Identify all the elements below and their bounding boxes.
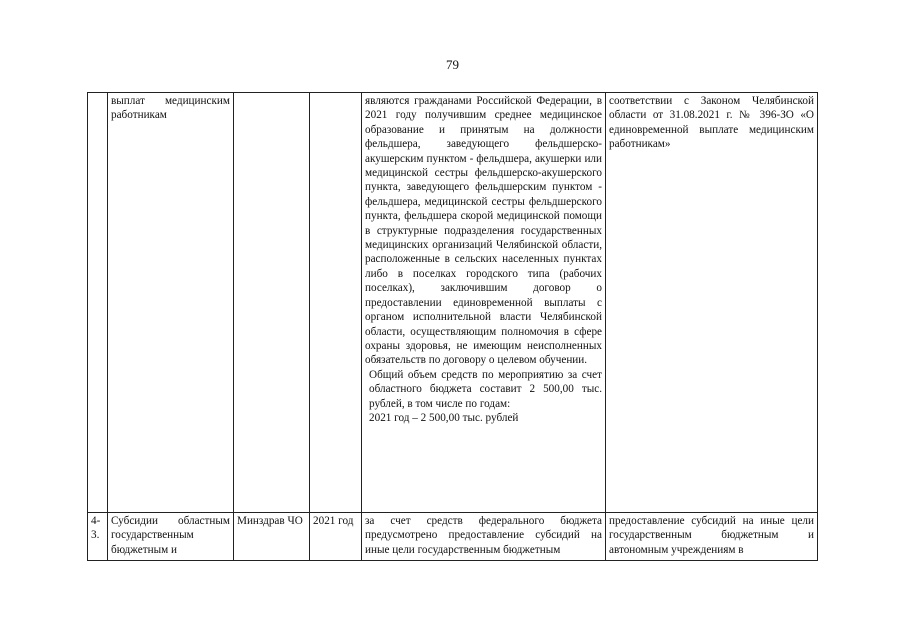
- measure-name-cell: Субсидии областным государственным бюджетным и: [108, 513, 234, 561]
- funding-text: Общий объем средств по мероприятию за счет областного бюджета составит 2 500,00 тыс. рублей, в том числе по годам:: [369, 368, 602, 410]
- description-cell: за счет средств федерального бюджета предусмотрено предоставление субсидий на иные цели государственным бюджетным: [362, 513, 606, 561]
- funding-year-text: 2021 год – 2 500,00 тыс. рублей: [369, 411, 519, 424]
- executor-cell: [234, 93, 310, 513]
- page-number: 79: [446, 57, 459, 72]
- row-number-cell: 4-3.: [88, 513, 108, 561]
- result-cell: соответствии с Законом Челябинской области от 31.08.2021 г. № 396-ЗО «О единовременной выплате медицинским работникам»: [606, 93, 818, 513]
- measures-table: [87, 92, 818, 561]
- executor-cell: Минздрав ЧО: [234, 513, 310, 561]
- year-cell: 2021 год: [310, 513, 362, 561]
- year-cell: [310, 93, 362, 513]
- measure-name-cell: выплат медицинским работникам: [108, 93, 234, 513]
- row-number-cell: [88, 93, 108, 513]
- description-cell: [362, 93, 606, 513]
- result-cell: предоставление субсидий на иные цели государственным бюджетным и автономным учреждениям в: [606, 513, 818, 561]
- description-text: являются гражданами Российской Федерации, в 2021 году получившим среднее медицинское образование и принятым на должности фельдшера, заведующего фельдшерско-акушерским пунктом - фельдшера, акушерки или медицинской сестры фельдшерско-акушерского пункта, заведующего фельдшерским пунктом - фельдшера, медицинской сестры фельдшерского пункта, фельдшера скорой медицинской помощи в структурные подразделения государственных медицинских организаций Челябинской области, расположенные в сельских населенных пунктах либо в поселках городского типа (рабочих поселках), заключившим договор о предоставлении единовременной выплаты с органом исполнительной власти Челябинской области, осуществляющим полномочия в сфере охраны здоровья, не имеющим неисполненных обязательств по договору о целевом обучении.: [365, 95, 602, 367]
- table-row: [88, 93, 818, 513]
- table-row: [88, 513, 818, 561]
